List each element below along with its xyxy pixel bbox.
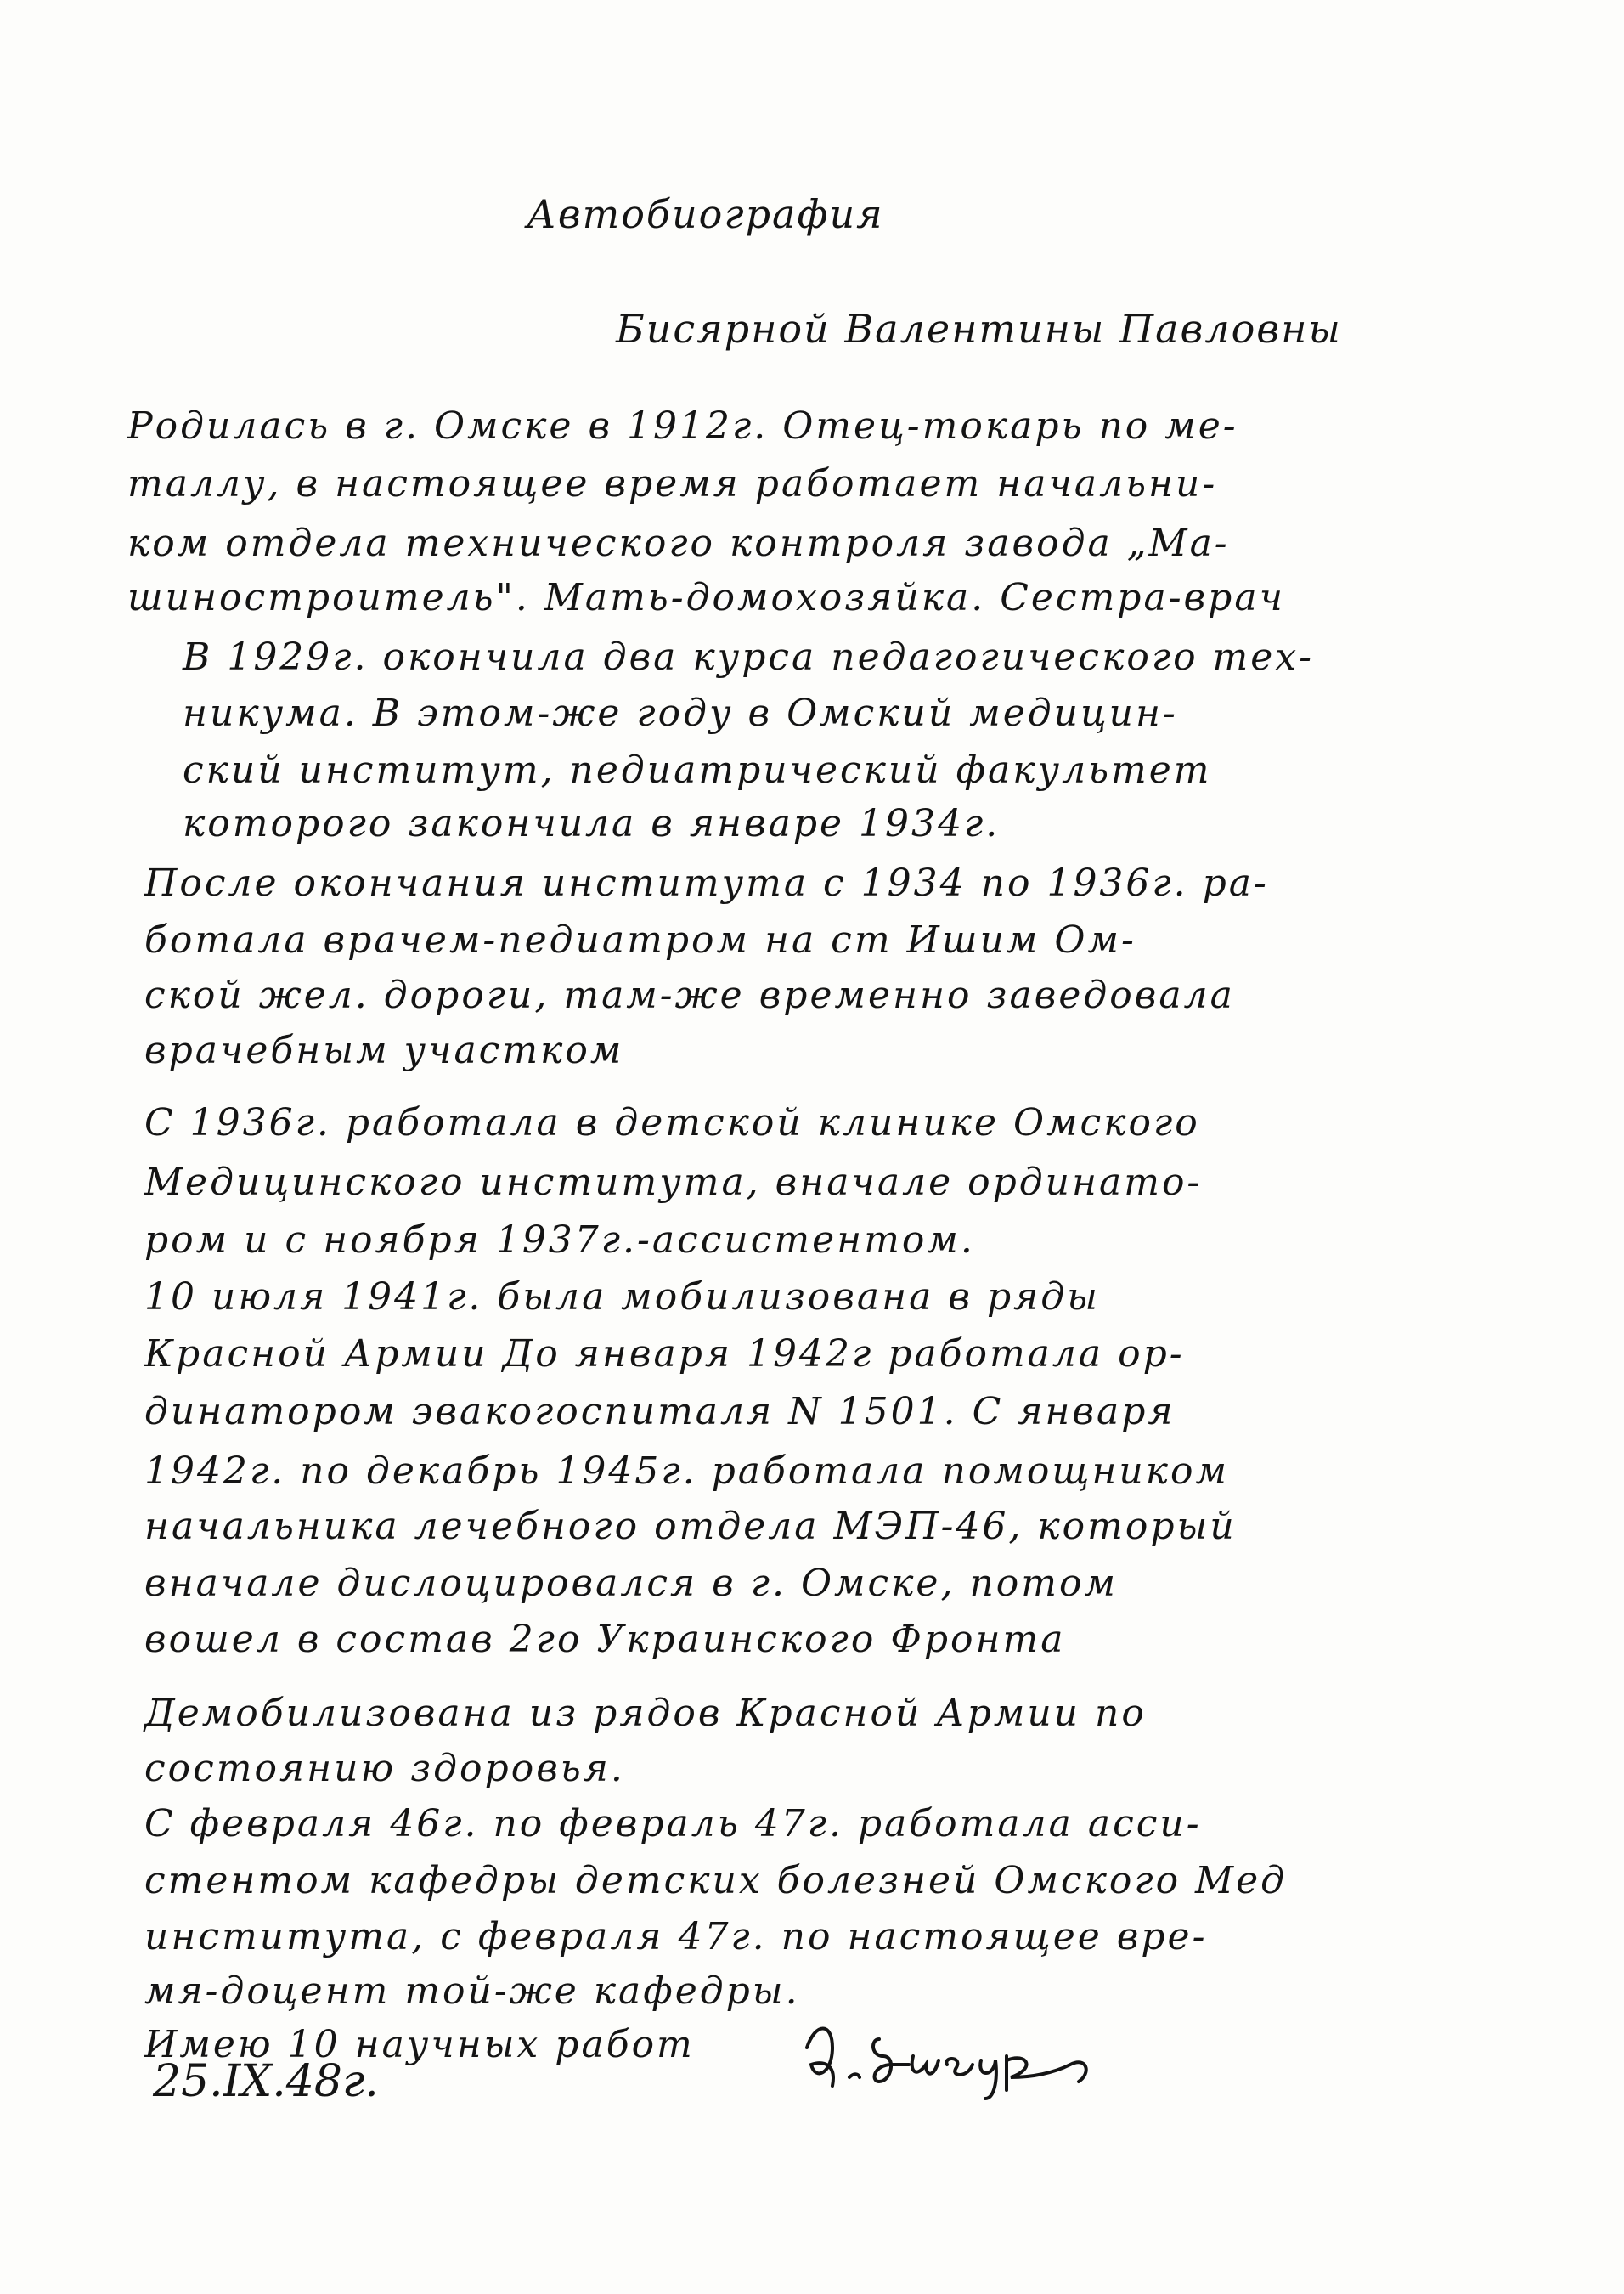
body-line: никума. В этом-же году в Омский медицин- [183,692,1178,735]
body-line: ботала врачем-педиатром на ст Ишим Ом- [144,918,1136,962]
body-line: которого закончила в январе 1934г. [183,802,1001,845]
body-line: состоянию здоровья. [144,1747,625,1790]
body-line: динатором эвакогоспиталя N 1501. С января [144,1390,1176,1433]
body-line: 10 июля 1941г. была мобилизована в ряды [144,1275,1100,1319]
body-line: шиностроитель". Мать-домохозяйка. Сестра-врач [127,576,1285,619]
body-line: ской жел. дороги, там-же временно заведовала [144,974,1235,1017]
body-line: Имею 10 научных работ [144,2023,695,2066]
body-line: Демобилизована из рядов Красной Армии по [144,1692,1147,1735]
body-line: ский институт, педиатрический факультет [183,749,1212,792]
body-line: таллу, в настоящее время работает начальни- [127,462,1218,506]
body-line: После окончания института с 1934 по 1936г. ра- [144,862,1269,905]
body-line: ром и с ноября 1937г.-ассистентом. [144,1218,975,1262]
body-line: института, с февраля 47г. по настоящее вре- [144,1915,1208,1958]
body-line: В 1929г. окончила два курса педагогического тех- [183,636,1314,679]
body-line: Красной Армии До января 1942г работала ор- [144,1332,1185,1376]
document-subtitle: Бисярной Валентины Павловны [616,306,1342,352]
body-line: мя-доцент той-же кафедры. [144,1969,800,2013]
body-line: 1942г. по декабрь 1945г. работала помощником [144,1449,1229,1493]
body-line: врачебным участком [144,1029,624,1072]
handwritten-signature [798,2014,1104,2107]
body-line: стентом кафедры детских болезней Омского Мед [144,1859,1288,1902]
body-line: С февраля 46г. по февраль 47г. работала асси- [144,1802,1202,1845]
body-line: начальника лечебного отдела МЭП-46, который [144,1505,1237,1548]
document-date: 25.IX.48г. [153,2056,379,2107]
body-line: вначале дислоцировался в г. Омске, потом [144,1562,1118,1605]
body-line: Родилась в г. Омске в 1912г. Отец-токарь по ме- [127,404,1238,448]
body-line: вошел в состав 2го Украинского Фронта [144,1618,1066,1661]
body-line: ком отдела технического контроля завода „Ма- [127,522,1230,565]
body-line: Медицинского института, вначале ординато- [144,1161,1203,1204]
body-line: С 1936г. работала в детской клинике Омского [144,1101,1200,1144]
document-title: Автобиография [527,191,884,237]
